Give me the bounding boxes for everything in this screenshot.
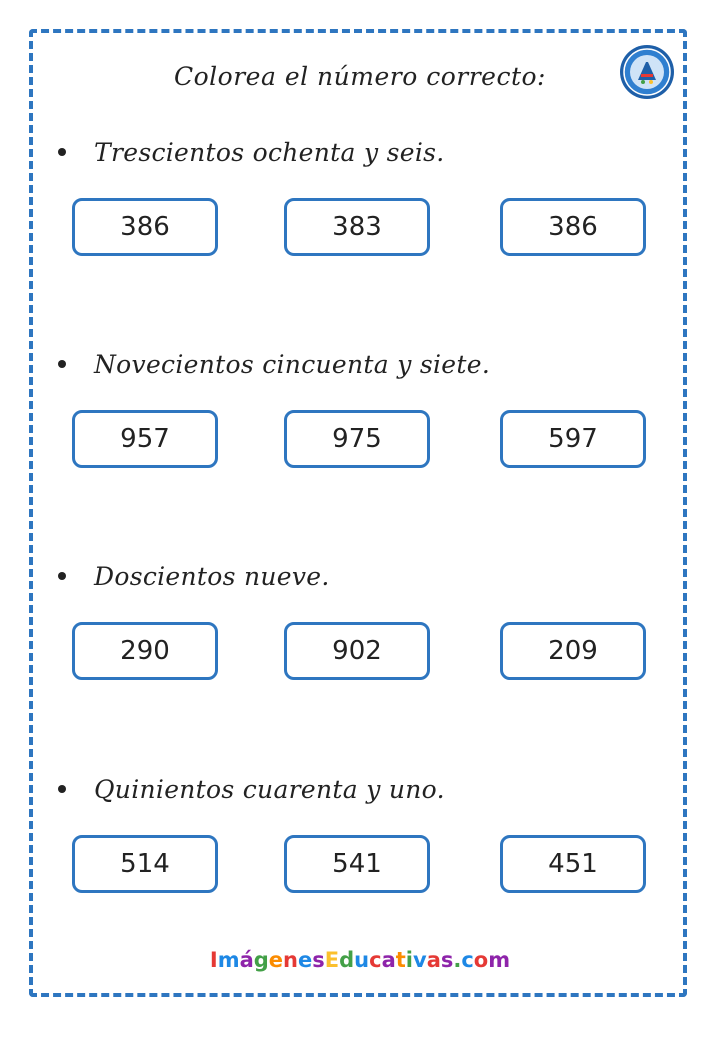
site-logo-icon [619, 44, 675, 100]
question-4 [58, 775, 678, 804]
answer-option-4-2[interactable]: 541 [284, 835, 430, 893]
bullet-icon [58, 360, 66, 368]
answer-option-2-1[interactable]: 957 [72, 410, 218, 468]
question-2-text: Novecientos cincuenta y siete. [94, 350, 491, 379]
answer-option-1-3[interactable]: 386 [500, 198, 646, 256]
question-3 [58, 562, 678, 591]
page-title: Colorea el número correcto: [174, 62, 546, 91]
footer-website-link[interactable] [0, 948, 720, 972]
answer-option-3-2[interactable]: 902 [284, 622, 430, 680]
question-3-text: Doscientos nueve. [94, 562, 330, 591]
answer-option-3-3[interactable]: 209 [500, 622, 646, 680]
answer-option-2-2[interactable]: 975 [284, 410, 430, 468]
question-4-text: Quinientos cuarenta y uno. [94, 775, 445, 804]
answer-option-4-1[interactable]: 514 [72, 835, 218, 893]
footer-website-text: ImágenesEducativas.com [209, 948, 511, 972]
bullet-icon [58, 572, 66, 580]
question-1 [58, 138, 678, 167]
answer-option-4-3[interactable]: 451 [500, 835, 646, 893]
bullet-icon [58, 785, 66, 793]
answer-option-3-1[interactable]: 290 [72, 622, 218, 680]
question-1-text: Trescientos ochenta y seis. [94, 138, 445, 167]
answer-option-1-1[interactable]: 386 [72, 198, 218, 256]
bullet-icon [58, 148, 66, 156]
question-2 [58, 350, 678, 379]
answer-option-1-2[interactable]: 383 [284, 198, 430, 256]
answer-option-2-3[interactable]: 597 [500, 410, 646, 468]
